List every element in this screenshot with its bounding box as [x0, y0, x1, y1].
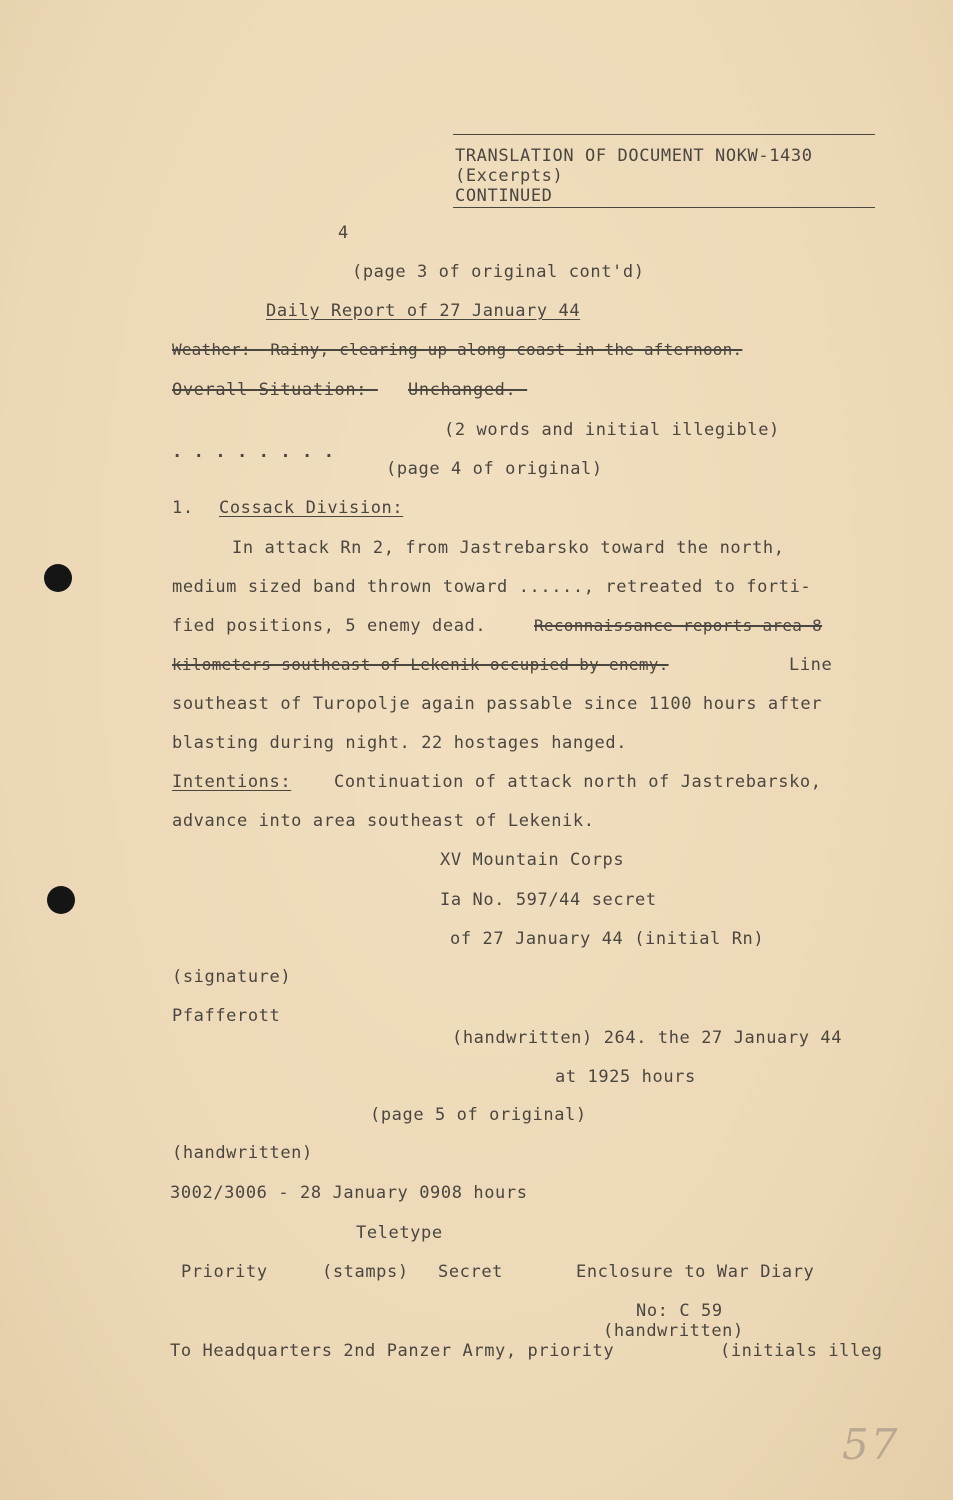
paragraph-line: blasting during night. 22 hostages hanged.	[172, 733, 628, 753]
punch-hole	[47, 886, 75, 914]
paragraph-line-struck: kilometers-southeast-of-Lekenik-occupied-by-enemy.	[172, 655, 669, 674]
page4-note: (page 4 of original)	[386, 459, 603, 479]
corps-line: XV Mountain Corps	[440, 850, 625, 870]
enclosure-label: Enclosure to War Diary	[576, 1262, 815, 1282]
teletype-label: Teletype	[356, 1223, 443, 1243]
intentions-line2: advance into area southeast of Lekenik.	[172, 811, 595, 831]
initials-illegible: (initials illeg	[720, 1341, 883, 1361]
header-top-rule	[453, 134, 875, 135]
header-excerpts: (Excerpts)	[455, 166, 564, 186]
section-title: Cossack Division:	[219, 498, 404, 518]
paragraph-line: southeast of Turopolje again passable since 1100 hours after	[172, 694, 823, 714]
overall-situation-value: Unchanged.-	[408, 380, 528, 400]
weather-line-struck: Weather:--Rainy,-clearing-up-along-coast-in-the-afternoon.	[172, 340, 743, 359]
paragraph-line: fied positions, 5 enemy dead.	[172, 616, 487, 636]
ellipsis-dots: . . . . . . . .	[172, 442, 335, 462]
overall-situation-label: Overall Situation:-	[172, 380, 378, 400]
intentions-label: Intentions:	[172, 772, 292, 792]
page-number: 4	[338, 223, 349, 243]
illegible-note: (2 words and initial illegible)	[444, 420, 780, 440]
signature-label: (signature)	[172, 967, 292, 987]
paragraph-line-struck: Reconnaissance-reports-area-8	[534, 616, 823, 635]
header-bottom-rule	[453, 207, 875, 208]
to-line: To Headquarters 2nd Panzer Army, priority	[170, 1341, 615, 1361]
header-title: TRANSLATION OF DOCUMENT NOKW-1430	[455, 146, 813, 166]
punch-hole	[44, 564, 72, 592]
signature-name: Pfafferott	[172, 1006, 281, 1026]
priority-label: Priority	[181, 1262, 268, 1282]
corps-line: of 27 January 44 (initial Rn)	[450, 929, 765, 949]
paragraph-line: medium sized band thrown toward ......, retreated to forti-	[172, 577, 812, 597]
paragraph-line: In attack Rn 2, from Jastrebarsko toward the north,	[232, 538, 785, 558]
page5-note: (page 5 of original)	[370, 1105, 587, 1125]
secret-label: Secret	[438, 1262, 504, 1282]
report-title: Daily Report of 27 January 44	[266, 301, 581, 321]
intentions-text: Continuation of attack north of Jastrebarsko,	[334, 772, 822, 792]
archive-page-number: 57	[842, 1420, 900, 1469]
header-continued: CONTINUED	[455, 186, 553, 206]
enclosure-handwritten: (handwritten)	[603, 1321, 744, 1341]
corps-line: Ia No. 597/44 secret	[440, 890, 657, 910]
handwritten-note: (handwritten) 264. the 27 January 44	[452, 1028, 843, 1048]
handwritten-note: at 1925 hours	[555, 1067, 696, 1087]
stamps-label: (stamps)	[322, 1262, 409, 1282]
message-number-line: 3002/3006 - 28 January 0908 hours	[170, 1183, 528, 1203]
section-number: 1.	[172, 498, 194, 518]
page3-note: (page 3 of original cont'd)	[352, 262, 645, 282]
enclosure-number: No: C 59	[636, 1301, 723, 1321]
paragraph-line: Line	[789, 655, 833, 675]
handwritten-label: (handwritten)	[172, 1143, 313, 1163]
